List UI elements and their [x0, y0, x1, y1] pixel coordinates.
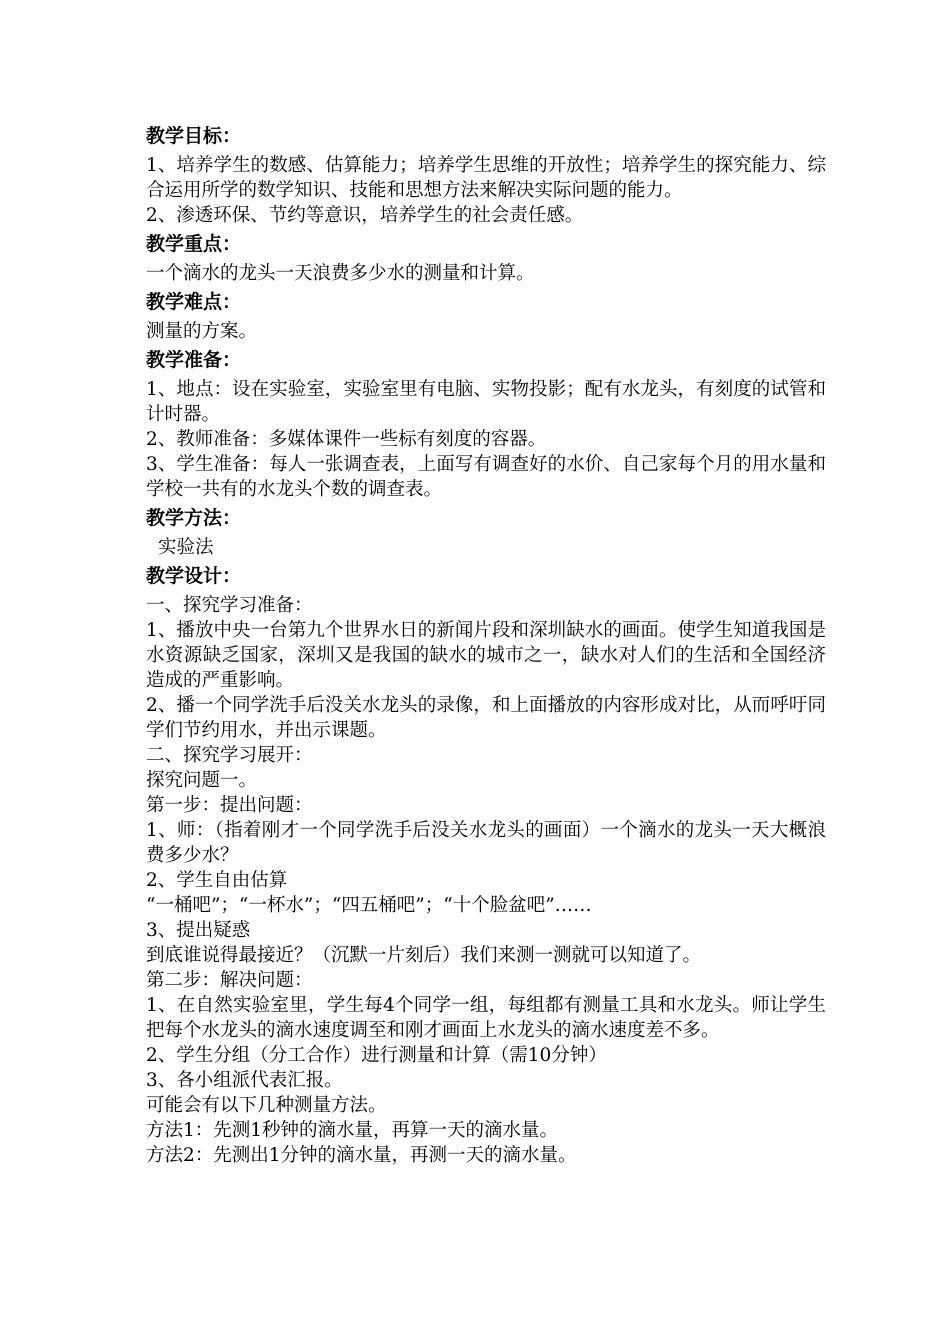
preparation-item-2: 2、教师准备：多媒体课件一些标有刻度的容器。 — [146, 429, 547, 450]
design-line: 1、播放中央一台第九个世界水日的新闻片段和深圳缺水的画面。使学生知道我国是水资源缺乏国家，深圳又是我国的缺水的城市之一，缺水对人们的生活和全国经济造成的严重影响。 — [146, 620, 826, 691]
design-line: 3、各小组派代表汇报。 — [146, 1070, 343, 1091]
design-line: 探究问题一。 — [146, 770, 258, 791]
key-points-heading: 教学重点： — [146, 233, 242, 255]
design-line: 到底谁说得最接近？（沉默一片刻后）我们来测一测就可以知道了。 — [146, 945, 702, 966]
design-line: 2、播一个同学洗手后没关水龙头的录像，和上面播放的内容形成对比，从而呼吁同学们节约用水，并出示课题。 — [146, 695, 826, 741]
design-line: 1、在自然实验室里，学生每4个同学一组，每组都有测量工具和水龙头。师让学生把每个水龙头的滴水速度调至和刚才画面上水龙头的滴水速度差不多。 — [146, 995, 826, 1041]
methods-heading: 教学方法： — [146, 507, 242, 529]
design-line: 3、提出疑惑 — [146, 920, 251, 941]
design-line: 第一步：提出问题： — [146, 795, 313, 816]
preparation-heading: 教学准备： — [146, 349, 242, 371]
methods-text: 实验法 — [158, 537, 214, 558]
design-line: 方法1：先测1秒钟的滴水量，再算一天的滴水量。 — [146, 1120, 559, 1141]
goals-item-2: 2、渗透环保、节约等意识，培养学生的社会责任感。 — [146, 205, 584, 226]
design-line: 1、师：（指着刚才一个同学洗手后没关水龙头的画面）一个滴水的龙头一天大概浪费多少水？ — [146, 820, 826, 866]
difficulties-text: 测量的方案。 — [146, 321, 258, 342]
key-points-text: 一个滴水的龙头一天浪费多少水的测量和计算。 — [146, 263, 535, 284]
design-heading: 教学设计： — [146, 565, 242, 587]
design-line: “一桶吧”；“一杯水”；“四五桶吧”；“十个脸盆吧”…… — [146, 895, 592, 916]
lesson-plan-page — [146, 124, 826, 1168]
goals-item-1: 1、培养学生的数感、估算能力；培养学生思维的开放性；培养学生的探究能力、综合运用所学的数学知识、技能和思想方法来解决实际问题的能力。 — [146, 155, 826, 201]
design-line: 2、学生分组（分工合作）进行测量和计算（需10分钟） — [146, 1045, 607, 1066]
design-line: 方法2：先测出1分钟的滴水量，再测一天的滴水量。 — [146, 1145, 577, 1166]
preparation-item-3: 3、学生准备：每人一张调查表，上面写有调查好的水价、自己家每个月的用水量和学校一共有的水龙头个数的调查表。 — [146, 454, 826, 500]
design-line: 二、探究学习展开： — [146, 745, 313, 766]
design-line: 第二步：解决问题： — [146, 970, 313, 991]
difficulties-heading: 教学难点： — [146, 291, 242, 313]
design-line: 一、探究学习准备： — [146, 595, 313, 616]
goals-heading: 教学目标： — [146, 125, 242, 147]
preparation-item-1: 1、地点：设在实验室，实验室里有电脑、实物投影；配有水龙头，有刻度的试管和计时器。 — [146, 379, 826, 425]
design-line: 可能会有以下几种测量方法。 — [146, 1095, 387, 1116]
design-line: 2、学生自由估算 — [146, 870, 288, 891]
